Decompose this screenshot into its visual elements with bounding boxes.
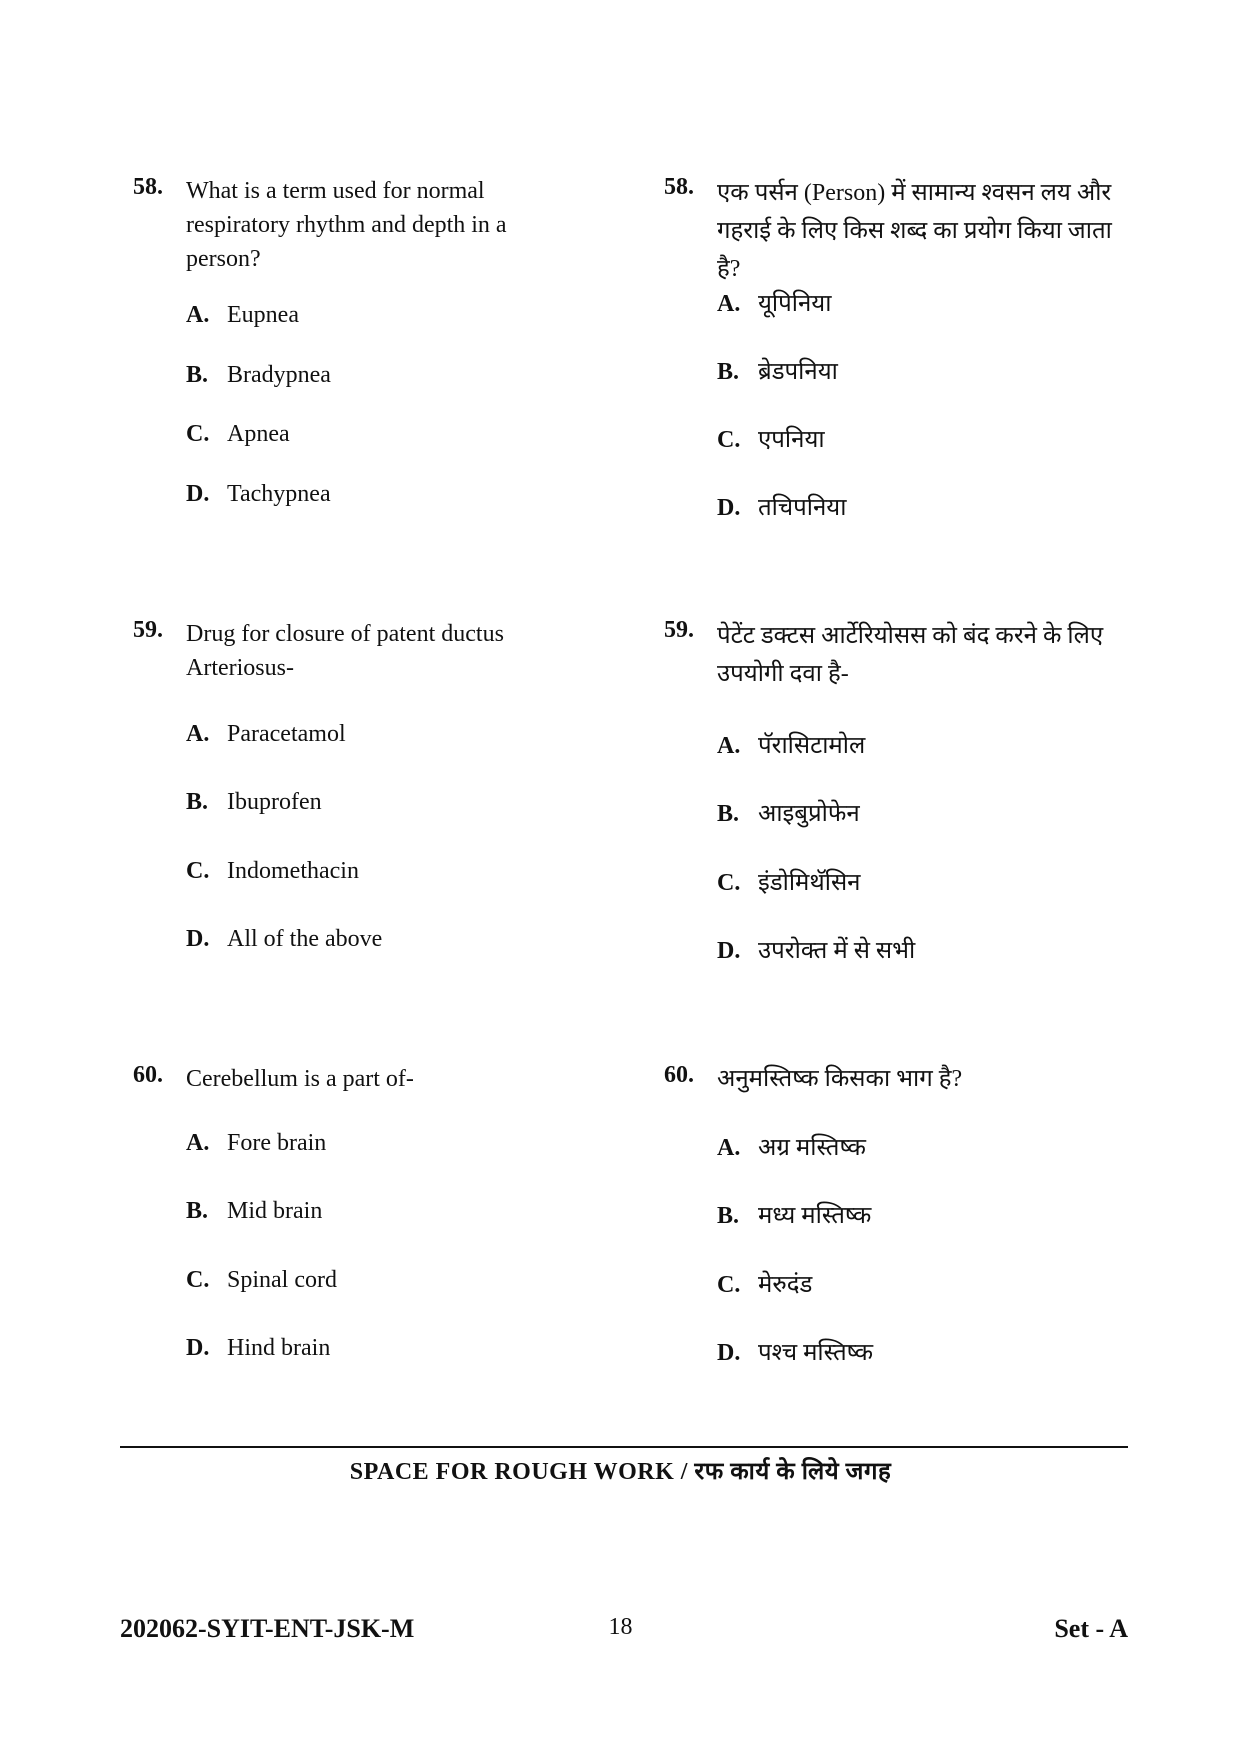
option-c[interactable] [717, 422, 825, 455]
option-letter: D. [717, 938, 741, 964]
option-letter: B. [186, 1198, 209, 1224]
set-label: Set - A [1054, 1614, 1128, 1643]
option-a[interactable] [717, 1130, 866, 1163]
option-text: पॅरासिटामोल [758, 733, 866, 759]
option-text: मेरुदंड [758, 1272, 813, 1298]
option-text: तचिपनिया [758, 495, 847, 521]
rough-work-divider [120, 1446, 1128, 1448]
option-letter: D. [717, 495, 741, 521]
option-letter: C. [717, 870, 741, 896]
option-text: मध्य मस्तिष्क [758, 1203, 872, 1229]
option-b[interactable] [186, 789, 322, 816]
option-text: Apnea [227, 421, 290, 447]
option-a[interactable] [186, 1130, 326, 1157]
option-d[interactable] [717, 1335, 873, 1368]
option-text: Indomethacin [227, 858, 359, 884]
option-b[interactable] [717, 354, 838, 387]
option-text: पश्च मस्तिष्क [758, 1340, 874, 1366]
option-text: यूपिनिया [758, 291, 832, 317]
option-text: एपनिया [758, 427, 825, 453]
option-b[interactable] [186, 1198, 322, 1225]
option-b[interactable] [717, 1198, 871, 1231]
option-letter: B. [186, 362, 209, 388]
question-number: 59. [133, 617, 163, 643]
option-a[interactable] [186, 302, 299, 329]
option-letter: C. [186, 1267, 210, 1293]
option-d[interactable] [186, 1335, 330, 1362]
option-letter: B. [717, 801, 740, 827]
option-text: All of the above [227, 926, 383, 952]
option-c[interactable] [717, 865, 861, 898]
option-a[interactable] [717, 286, 831, 319]
option-letter: B. [717, 1203, 740, 1229]
option-letter: A. [717, 291, 741, 317]
question-number: 60. [133, 1062, 163, 1088]
option-a[interactable] [186, 721, 346, 748]
question-number: 58. [133, 174, 163, 200]
option-text: Spinal cord [227, 1267, 337, 1293]
option-c[interactable] [186, 1267, 337, 1294]
option-letter: C. [186, 421, 210, 447]
question-text: एक पर्सन (Person) में सामान्य श्वसन लय और गहराई के लिए किस शब्द का प्रयोग किया जाता है? [717, 180, 1112, 282]
option-d[interactable] [186, 481, 331, 508]
option-text: Tachypnea [227, 481, 331, 507]
option-c[interactable] [186, 421, 290, 448]
page-number: 18 [608, 1614, 633, 1640]
paper-code: 202062-SYIT-ENT-JSK-M [120, 1614, 415, 1643]
option-d[interactable] [186, 926, 382, 953]
option-d[interactable] [717, 933, 915, 966]
option-letter: D. [717, 1340, 741, 1366]
option-text: Mid brain [227, 1198, 323, 1224]
option-text: आइबुप्रोफेन [758, 801, 860, 827]
option-c[interactable] [186, 858, 359, 885]
option-letter: A. [186, 721, 210, 747]
option-letter: A. [717, 733, 741, 759]
option-a[interactable] [717, 728, 865, 761]
option-letter: B. [186, 789, 209, 815]
option-letter: A. [717, 1135, 741, 1161]
option-c[interactable] [717, 1267, 812, 1300]
question-text: What is a term used for normal respiratory rhythm and depth in a person? [186, 178, 507, 272]
option-letter: C. [717, 1272, 741, 1298]
question-text: Drug for closure of patent ductus Arteriosus- [186, 621, 504, 681]
option-b[interactable] [717, 796, 860, 829]
option-text: उपरोक्त में से सभी [758, 938, 916, 964]
option-text: अग्र मस्तिष्क [758, 1135, 866, 1161]
question-number: 59. [664, 617, 694, 643]
option-letter: A. [186, 1130, 210, 1156]
option-letter: B. [717, 359, 740, 385]
option-letter: C. [186, 858, 210, 884]
option-letter: C. [717, 427, 741, 453]
option-letter: D. [186, 481, 210, 507]
question-number: 60. [664, 1062, 694, 1088]
option-text: Ibuprofen [227, 789, 322, 815]
option-letter: A. [186, 302, 210, 328]
option-letter: D. [186, 1335, 210, 1361]
option-text: Fore brain [227, 1130, 327, 1156]
option-text: Eupnea [227, 302, 299, 328]
question-text: पेटेंट डक्टस आर्टेरियोसस को बंद करने के लिए उपयोगी दवा है- [717, 623, 1104, 687]
option-text: Paracetamol [227, 721, 346, 747]
option-b[interactable] [186, 362, 331, 389]
question-text: अनुमस्तिष्क किसका भाग है? [717, 1066, 963, 1092]
option-text: ब्रेडपनिया [758, 359, 838, 385]
option-text: Bradypnea [227, 362, 331, 388]
option-text: Hind brain [227, 1335, 331, 1361]
option-d[interactable] [717, 490, 846, 523]
question-number: 58. [664, 174, 694, 200]
rough-work-heading: SPACE FOR ROUGH WORK / रफ कार्य के लिये जगह [349, 1459, 892, 1485]
option-letter: D. [186, 926, 210, 952]
option-text: इंडोमिथॅसिन [758, 870, 861, 896]
question-text: Cerebellum is a part of- [186, 1066, 414, 1092]
